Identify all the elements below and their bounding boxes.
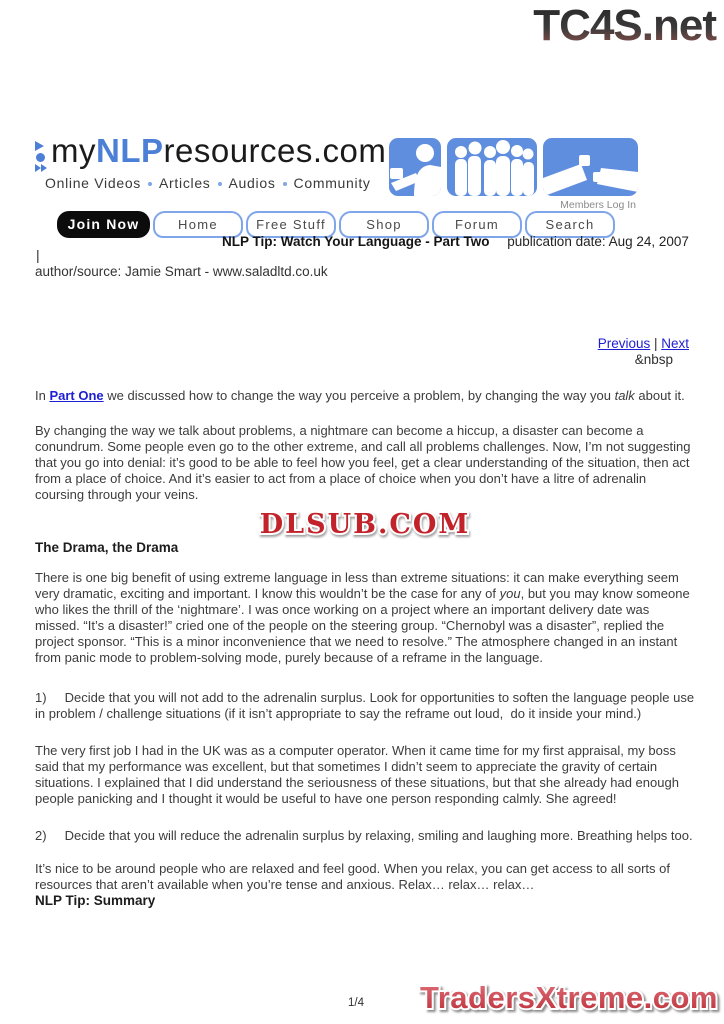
play-dot-forward-icon xyxy=(35,133,47,172)
tab-forum[interactable]: Forum xyxy=(432,211,522,238)
paragraph-intro xyxy=(35,388,695,404)
tab-home[interactable]: Home xyxy=(153,211,243,238)
paragraph: By changing the way we talk about problems, a nightmare can become a hiccup, a disaster can become a conundrum. Some people even go to the other extreme, and call all problems challenges. Now, I’m not suggesting that you go into denial: it’s good to be able to feel how you feel, get a clear understanding of the situation, then act from a place of choice. And it’s easier to act from a place of choice when you don’t have a litre of adrenalin coursing through your veins. xyxy=(35,423,691,502)
link-separator: | xyxy=(650,336,662,351)
page-number: 1/4 xyxy=(348,997,364,1009)
tagline-word: Articles xyxy=(159,175,211,191)
article-title: NLP Tip: Watch Your Language - Part Two xyxy=(222,234,490,249)
heading-the-drama: The Drama, the Drama xyxy=(35,540,179,555)
presenter-icon xyxy=(389,138,441,196)
part-one-link[interactable]: Part One xyxy=(49,388,104,403)
paragraph-tip-1: 1) Decide that you will not add to the adrenalin surplus. Look for opportunities to soften the language people use in problem / challenge situations (if it isn’t appropriate to say the reframe out loud, do it inside your mind.) xyxy=(35,690,695,721)
header-image-tiles xyxy=(389,138,638,196)
pipe-character: | xyxy=(36,247,40,263)
tc4s-text: TC4S.net xyxy=(533,1,716,50)
dlsub-text: DLSUB.COM xyxy=(259,509,471,540)
text-run: , but you may know someone who likes the thrill of the ‘nightmare’. I was once working on a project where an important delivery date was missed. “It’s a disaster!” cried one of the people on the steering group. “Chernobyl was a disaster”, replied the project sponsor. “This is a minor inconvenience that we need to resolve.” The atmosphere changed in an instant from panic mode to problem-solving mode, purely because of a reframe in the language. xyxy=(35,586,690,665)
paragraph: The very first job I had in the UK was as a computer operator. When it came time for my first appraisal, my boss said that my performance was excellent, but that sometimes I didn’t seem to appreciate the gravity of certain situations. I explained that I did understand the seriousness of these situations, but that she already had enough people panicking and I thought it would be useful to have one person responding calmly. She agreed! xyxy=(35,743,679,806)
logo-tagline xyxy=(45,175,386,191)
puzzle-hands-icon xyxy=(543,138,638,196)
logo-part-nlp: NLP xyxy=(96,132,164,169)
text-run: In xyxy=(35,388,50,403)
tradersxtreme-watermark xyxy=(416,976,722,1020)
italic-word: you xyxy=(499,586,521,601)
text-run: about it. xyxy=(634,388,685,403)
dot-separator-icon xyxy=(218,182,222,186)
dot-separator-icon xyxy=(148,182,152,186)
tradersxtreme-text: TradersXtreme.com xyxy=(420,980,718,1015)
tab-search[interactable]: Search xyxy=(525,211,615,238)
members-login-link[interactable]: Members Log In xyxy=(560,199,636,211)
text-run: we discussed how to change the way you perceive a problem, by changing the way you xyxy=(103,388,615,403)
nbsp-text: &nbsp xyxy=(634,352,673,367)
dot-separator-icon xyxy=(283,182,287,186)
tagline-word: Online Videos xyxy=(45,175,142,191)
tab-free-stuff[interactable]: Free Stuff xyxy=(246,211,336,238)
author-line: author/source: Jamie Smart - www.saladltd.co.uk xyxy=(35,264,328,279)
logo-text xyxy=(51,133,386,169)
tab-shop[interactable]: Shop xyxy=(339,211,429,238)
italic-word: talk xyxy=(614,388,635,403)
join-now-button[interactable]: Join Now xyxy=(57,211,150,238)
dlsub-watermark xyxy=(215,506,515,540)
people-group-icon xyxy=(447,138,537,196)
site-logo[interactable] xyxy=(35,133,386,191)
next-link[interactable]: Next xyxy=(661,336,689,351)
article-body xyxy=(35,330,695,909)
publication-date: publication date: Aug 24, 2007 xyxy=(507,234,689,249)
previous-link[interactable]: Previous xyxy=(597,336,651,351)
article-header xyxy=(222,234,689,249)
tagline-word: Audios xyxy=(228,175,276,191)
heading-summary: NLP Tip: Summary xyxy=(35,893,156,908)
paragraph xyxy=(35,570,695,666)
text-run: There is one big benefit of using extreme language in less than extreme situations: it can make everything seem very dramatic, exciting and important. I know this wouldn’t be the case for any of xyxy=(35,570,679,601)
paragraph-tip-2: 2) Decide that you will reduce the adrenalin surplus by relaxing, smiling and laughing more. Breathing helps too. xyxy=(35,828,693,843)
tagline-word: Community xyxy=(293,175,371,191)
paragraph: It’s nice to be around people who are relaxed and feel good. When you relax, you can get access to all sorts of resources that aren’t available when you’re tense and anxious. Relax… relax… relax… xyxy=(35,861,670,892)
logo-part-my: my xyxy=(51,132,96,169)
logo-part-resources: resources.com xyxy=(163,132,387,169)
pagination-links xyxy=(35,336,695,352)
tc4s-watermark xyxy=(498,0,720,52)
